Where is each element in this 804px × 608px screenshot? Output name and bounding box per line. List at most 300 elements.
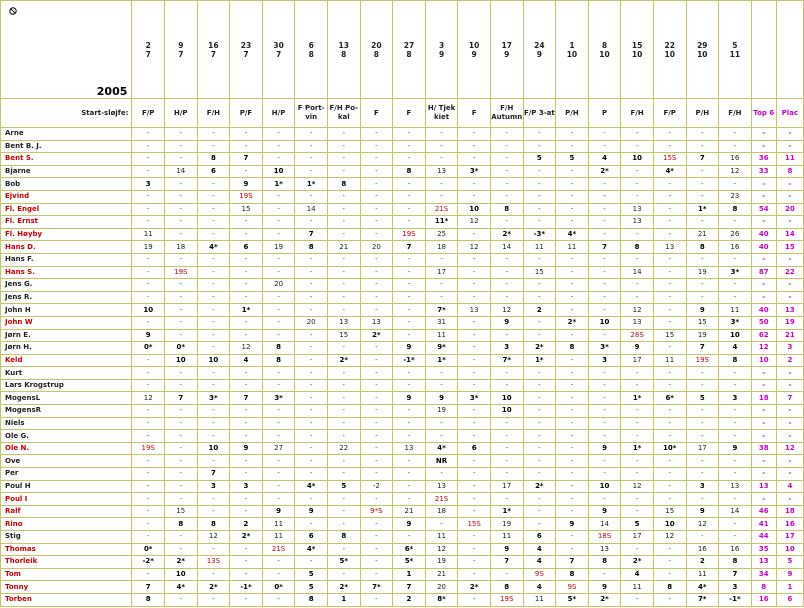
score-cell: - bbox=[327, 430, 360, 443]
score-cell: - bbox=[327, 291, 360, 304]
score-cell: - bbox=[719, 531, 752, 544]
score-cell: 6 bbox=[295, 531, 328, 544]
score-cell: - bbox=[393, 493, 426, 506]
score-cell: - bbox=[523, 442, 556, 455]
score-cell: - bbox=[393, 405, 426, 418]
player-name: Bent B. J. bbox=[1, 140, 132, 153]
score-cell: 11 bbox=[425, 329, 458, 342]
date-month: 10 bbox=[566, 49, 578, 59]
plac-value: 6 bbox=[776, 593, 803, 606]
score-cell: - bbox=[425, 190, 458, 203]
score-cell: 17 bbox=[425, 266, 458, 279]
top6-value: - bbox=[751, 379, 776, 392]
score-cell: 23 bbox=[719, 190, 752, 203]
score-cell: - bbox=[588, 417, 621, 430]
score-cell: - bbox=[523, 417, 556, 430]
player-name: Fl. Høyby bbox=[1, 228, 132, 241]
score-cell: - bbox=[295, 354, 328, 367]
score-cell: - bbox=[653, 279, 686, 292]
score-cell: - bbox=[425, 291, 458, 304]
score-cell: 3 bbox=[719, 581, 752, 594]
table-row bbox=[1, 455, 804, 468]
score-cell: - bbox=[653, 593, 686, 606]
player-name: John H bbox=[1, 304, 132, 317]
score-cell: - bbox=[523, 190, 556, 203]
score-cell: - bbox=[295, 430, 328, 443]
score-cell: - bbox=[197, 367, 230, 380]
score-cell: 4 bbox=[719, 342, 752, 355]
score-cell: - bbox=[588, 291, 621, 304]
score-cell: - bbox=[556, 442, 589, 455]
score-cell: 13 bbox=[621, 316, 654, 329]
date-month: 8 bbox=[406, 49, 412, 59]
score-cell: - bbox=[327, 279, 360, 292]
table-row bbox=[1, 203, 804, 216]
score-cell: - bbox=[588, 455, 621, 468]
score-cell: 14 bbox=[588, 518, 621, 531]
score-cell: - bbox=[490, 568, 523, 581]
score-cell: 10 bbox=[588, 316, 621, 329]
player-name: Hans S. bbox=[1, 266, 132, 279]
plac-value: 9 bbox=[776, 568, 803, 581]
score-cell: - bbox=[360, 392, 393, 405]
player-name: Ole N. bbox=[1, 442, 132, 455]
score-cell: 6 bbox=[458, 442, 491, 455]
score-cell: 19 bbox=[132, 241, 165, 254]
table-row bbox=[1, 228, 804, 241]
score-cell: 13 bbox=[621, 203, 654, 216]
score-cell: 12 bbox=[197, 531, 230, 544]
score-cell: 9 bbox=[393, 392, 426, 405]
score-cell: - bbox=[458, 556, 491, 569]
score-cell: - bbox=[719, 279, 752, 292]
score-cell: - bbox=[197, 228, 230, 241]
score-cell: - bbox=[393, 203, 426, 216]
table-row bbox=[1, 493, 804, 506]
score-cell: - bbox=[327, 216, 360, 229]
plac-value: 22 bbox=[776, 266, 803, 279]
score-cell: - bbox=[327, 379, 360, 392]
score-cell: 1* bbox=[425, 354, 458, 367]
score-cell: 19S bbox=[393, 228, 426, 241]
top6-value: - bbox=[751, 430, 776, 443]
score-cell: - bbox=[653, 228, 686, 241]
score-cell: - bbox=[132, 518, 165, 531]
score-cell: - bbox=[295, 442, 328, 455]
score-cell: - bbox=[262, 405, 295, 418]
score-cell: - bbox=[719, 455, 752, 468]
score-cell: 20 bbox=[295, 316, 328, 329]
race-type-header: F/H Po-kal bbox=[327, 99, 360, 128]
score-cell: - bbox=[360, 165, 393, 178]
score-cell: - bbox=[719, 430, 752, 443]
score-cell: 4* bbox=[165, 581, 198, 594]
date-month: 10 bbox=[664, 49, 675, 59]
score-cell: - bbox=[458, 367, 491, 380]
score-cell: - bbox=[327, 203, 360, 216]
score-cell: - bbox=[458, 531, 491, 544]
score-cell: - bbox=[686, 493, 719, 506]
score-cell: 21 bbox=[686, 228, 719, 241]
score-cell: - bbox=[230, 329, 263, 342]
score-cell: 11* bbox=[425, 216, 458, 229]
score-cell: - bbox=[132, 291, 165, 304]
score-cell: - bbox=[621, 505, 654, 518]
player-name: Hans D. bbox=[1, 241, 132, 254]
score-cell: - bbox=[621, 417, 654, 430]
score-cell: 13 bbox=[458, 304, 491, 317]
top6-value: - bbox=[751, 128, 776, 141]
top6-value: - bbox=[751, 468, 776, 481]
score-cell: 3* bbox=[262, 392, 295, 405]
score-cell: 13S bbox=[197, 556, 230, 569]
score-cell: 8 bbox=[197, 518, 230, 531]
score-cell: 7 bbox=[686, 153, 719, 166]
score-cell: 7 bbox=[490, 556, 523, 569]
score-cell: - bbox=[360, 228, 393, 241]
score-cell: - bbox=[262, 304, 295, 317]
score-cell: - bbox=[262, 593, 295, 606]
date-header bbox=[262, 1, 295, 99]
date-header bbox=[425, 1, 458, 99]
score-cell: 1* bbox=[295, 178, 328, 191]
table-row bbox=[1, 568, 804, 581]
score-cell: 4 bbox=[588, 153, 621, 166]
table-row bbox=[1, 531, 804, 544]
plac-value: 7 bbox=[776, 392, 803, 405]
score-cell: - bbox=[556, 304, 589, 317]
date-month: 8 bbox=[341, 49, 347, 59]
score-cell: 21S bbox=[262, 543, 295, 556]
score-cell: 13 bbox=[327, 316, 360, 329]
race-type-header: F bbox=[360, 99, 393, 128]
score-cell: - bbox=[556, 405, 589, 418]
score-cell: - bbox=[490, 178, 523, 191]
score-cell: 8 bbox=[490, 203, 523, 216]
score-cell: - bbox=[556, 379, 589, 392]
date-month: 10 bbox=[599, 49, 610, 59]
score-cell: - bbox=[165, 291, 198, 304]
score-cell: 10 bbox=[165, 354, 198, 367]
score-cell: 10 bbox=[197, 354, 230, 367]
score-cell: 13 bbox=[393, 442, 426, 455]
score-cell: - bbox=[523, 392, 556, 405]
score-cell: 12 bbox=[686, 518, 719, 531]
score-cell: - bbox=[588, 140, 621, 153]
score-cell: 2* bbox=[327, 354, 360, 367]
date-header bbox=[523, 1, 556, 99]
score-cell: 14 bbox=[621, 266, 654, 279]
table-row bbox=[1, 266, 804, 279]
score-cell: 16 bbox=[719, 543, 752, 556]
score-cell: - bbox=[197, 291, 230, 304]
score-cell: - bbox=[360, 253, 393, 266]
score-cell: - bbox=[588, 253, 621, 266]
race-type-header: F/H bbox=[719, 99, 752, 128]
score-cell: - bbox=[197, 593, 230, 606]
score-cell: - bbox=[360, 216, 393, 229]
score-cell: - bbox=[132, 165, 165, 178]
score-cell: - bbox=[719, 518, 752, 531]
score-cell: - bbox=[165, 153, 198, 166]
score-cell: - bbox=[653, 203, 686, 216]
score-cell: 21 bbox=[393, 505, 426, 518]
date-header bbox=[556, 1, 589, 99]
score-cell: - bbox=[262, 190, 295, 203]
score-cell: - bbox=[197, 178, 230, 191]
score-cell: - bbox=[165, 480, 198, 493]
date-header bbox=[490, 1, 523, 99]
score-cell: 4 bbox=[621, 568, 654, 581]
score-cell: 9 bbox=[490, 316, 523, 329]
plac-value: - bbox=[776, 253, 803, 266]
score-cell: 18S bbox=[588, 531, 621, 544]
score-cell: 1 bbox=[393, 568, 426, 581]
score-cell: 9 bbox=[230, 442, 263, 455]
date-month: 11 bbox=[729, 49, 741, 59]
score-cell: - bbox=[653, 304, 686, 317]
plac-value: - bbox=[776, 216, 803, 229]
date-day: 30 bbox=[273, 40, 284, 50]
score-cell: 4 bbox=[523, 543, 556, 556]
score-cell: - bbox=[230, 430, 263, 443]
plac-value: 19 bbox=[776, 316, 803, 329]
race-type-header: F/P bbox=[653, 99, 686, 128]
player-name: Bjarne bbox=[1, 165, 132, 178]
score-cell: - bbox=[393, 316, 426, 329]
table-row bbox=[1, 216, 804, 229]
score-cell: - bbox=[556, 505, 589, 518]
score-cell: 8 bbox=[165, 518, 198, 531]
table-row bbox=[1, 367, 804, 380]
score-cell: - bbox=[556, 165, 589, 178]
table-row bbox=[1, 417, 804, 430]
score-cell: 19 bbox=[686, 266, 719, 279]
score-cell: 2* bbox=[165, 556, 198, 569]
score-cell: 3* bbox=[719, 266, 752, 279]
score-cell: - bbox=[132, 128, 165, 141]
score-cell: - bbox=[165, 430, 198, 443]
score-cell: - bbox=[458, 493, 491, 506]
score-cell: - bbox=[165, 128, 198, 141]
score-cell: - bbox=[165, 543, 198, 556]
top6-value: 13 bbox=[751, 480, 776, 493]
score-cell: - bbox=[393, 379, 426, 392]
score-cell: 2 bbox=[686, 556, 719, 569]
score-cell: - bbox=[425, 178, 458, 191]
score-cell: - bbox=[653, 253, 686, 266]
score-cell: - bbox=[360, 455, 393, 468]
date-month: 9 bbox=[471, 49, 477, 59]
score-cell: - bbox=[327, 190, 360, 203]
score-cell: - bbox=[197, 379, 230, 392]
score-cell: - bbox=[686, 417, 719, 430]
date-day: 5 bbox=[732, 40, 738, 50]
score-cell: - bbox=[523, 455, 556, 468]
score-cell: - bbox=[653, 430, 686, 443]
score-cell: - bbox=[523, 316, 556, 329]
score-cell: 9S bbox=[523, 568, 556, 581]
score-cell: 1 bbox=[327, 593, 360, 606]
score-cell: 8 bbox=[295, 241, 328, 254]
table-row bbox=[1, 128, 804, 141]
score-cell: - bbox=[653, 455, 686, 468]
score-cell: 18 bbox=[425, 505, 458, 518]
score-cell: 3 bbox=[132, 178, 165, 191]
date-day: 16 bbox=[208, 40, 219, 50]
score-cell: - bbox=[197, 342, 230, 355]
score-cell: - bbox=[262, 379, 295, 392]
score-cell: - bbox=[686, 216, 719, 229]
score-cell: - bbox=[360, 405, 393, 418]
score-cell: - bbox=[719, 291, 752, 304]
score-cell: 3* bbox=[458, 165, 491, 178]
score-cell: - bbox=[458, 455, 491, 468]
score-cell: - bbox=[327, 543, 360, 556]
score-cell: 3* bbox=[197, 392, 230, 405]
score-cell: - bbox=[653, 140, 686, 153]
player-name: Hans F. bbox=[1, 253, 132, 266]
score-cell: - bbox=[621, 128, 654, 141]
table-row bbox=[1, 140, 804, 153]
score-cell: - bbox=[621, 178, 654, 191]
score-cell: - bbox=[719, 405, 752, 418]
score-cell: 9 bbox=[686, 304, 719, 317]
score-cell: - bbox=[588, 568, 621, 581]
score-cell: - bbox=[295, 556, 328, 569]
score-cell: 6 bbox=[523, 531, 556, 544]
score-cell: - bbox=[588, 468, 621, 481]
top6-value: - bbox=[751, 216, 776, 229]
score-cell: - bbox=[230, 253, 263, 266]
score-cell: - bbox=[230, 505, 263, 518]
plac-value: - bbox=[776, 291, 803, 304]
score-cell: - bbox=[197, 405, 230, 418]
date-header bbox=[360, 1, 393, 99]
score-cell: 7 bbox=[295, 228, 328, 241]
score-cell: - bbox=[523, 140, 556, 153]
score-cell: - bbox=[653, 128, 686, 141]
score-cell: 7 bbox=[230, 392, 263, 405]
player-name: Thomas bbox=[1, 543, 132, 556]
table-row bbox=[1, 178, 804, 191]
score-cell: - bbox=[393, 468, 426, 481]
score-cell: - bbox=[490, 430, 523, 443]
date-header bbox=[588, 1, 621, 99]
date-day: 8 bbox=[601, 40, 608, 50]
date-day: 2 bbox=[145, 40, 151, 50]
plac-value: - bbox=[776, 140, 803, 153]
date-header bbox=[327, 1, 360, 99]
top6-value: 13 bbox=[751, 556, 776, 569]
score-cell: - bbox=[360, 417, 393, 430]
score-cell: - bbox=[425, 279, 458, 292]
score-cell: 1* bbox=[686, 203, 719, 216]
score-cell: - bbox=[393, 430, 426, 443]
top6-value: 35 bbox=[751, 543, 776, 556]
score-cell: - bbox=[295, 342, 328, 355]
date-month: 10 bbox=[631, 49, 643, 59]
score-cell: 10 bbox=[719, 329, 752, 342]
score-cell: 10 bbox=[262, 165, 295, 178]
score-cell: 2* bbox=[523, 480, 556, 493]
no-entry-icon bbox=[9, 7, 17, 15]
score-cell: 8 bbox=[556, 342, 589, 355]
score-cell: 0* bbox=[132, 342, 165, 355]
player-name: Bent S. bbox=[1, 153, 132, 166]
score-cell: - bbox=[621, 543, 654, 556]
score-cell: 2 bbox=[393, 593, 426, 606]
score-cell: - bbox=[393, 480, 426, 493]
plac-value: 4 bbox=[776, 480, 803, 493]
score-cell: 9 bbox=[686, 505, 719, 518]
plac-value: 16 bbox=[776, 518, 803, 531]
score-cell: - bbox=[327, 505, 360, 518]
score-cell: 9 bbox=[425, 392, 458, 405]
score-cell: - bbox=[556, 367, 589, 380]
score-cell: - bbox=[197, 216, 230, 229]
top6-value: 62 bbox=[751, 329, 776, 342]
score-cell: 2 bbox=[230, 518, 263, 531]
score-cell: - bbox=[393, 190, 426, 203]
score-cell: - bbox=[458, 505, 491, 518]
table-row bbox=[1, 430, 804, 443]
score-cell: - bbox=[490, 216, 523, 229]
score-cell: 7 bbox=[588, 241, 621, 254]
score-cell: - bbox=[393, 291, 426, 304]
score-cell: - bbox=[588, 266, 621, 279]
score-cell: - bbox=[360, 190, 393, 203]
score-cell: - bbox=[197, 417, 230, 430]
score-cell: 8* bbox=[425, 593, 458, 606]
score-cell: - bbox=[360, 556, 393, 569]
score-cell: - bbox=[588, 178, 621, 191]
plac-value: - bbox=[776, 430, 803, 443]
score-cell: - bbox=[197, 329, 230, 342]
score-cell: 4 bbox=[230, 354, 263, 367]
score-cell: - bbox=[588, 228, 621, 241]
score-cell: - bbox=[230, 405, 263, 418]
score-cell: - bbox=[327, 405, 360, 418]
score-cell: - bbox=[686, 455, 719, 468]
score-cell: 8 bbox=[588, 556, 621, 569]
score-cell: 25 bbox=[425, 228, 458, 241]
score-cell: - bbox=[621, 593, 654, 606]
score-cell: - bbox=[490, 266, 523, 279]
score-cell: - bbox=[165, 304, 198, 317]
score-cell: - bbox=[425, 379, 458, 392]
plac-value: 14 bbox=[776, 228, 803, 241]
score-cell: - bbox=[132, 279, 165, 292]
score-cell: 11 bbox=[686, 568, 719, 581]
score-cell: - bbox=[621, 468, 654, 481]
score-cell: - bbox=[165, 178, 198, 191]
table-row bbox=[1, 480, 804, 493]
score-cell: - bbox=[327, 568, 360, 581]
score-cell: - bbox=[132, 568, 165, 581]
score-cell: - bbox=[132, 455, 165, 468]
score-cell: 21 bbox=[327, 241, 360, 254]
player-name: Poul I bbox=[1, 493, 132, 506]
score-cell: - bbox=[458, 543, 491, 556]
score-cell: 28S bbox=[621, 329, 654, 342]
score-cell: 20 bbox=[360, 241, 393, 254]
score-cell: - bbox=[165, 455, 198, 468]
score-cell: - bbox=[327, 468, 360, 481]
top6-value: - bbox=[751, 253, 776, 266]
score-cell: - bbox=[719, 178, 752, 191]
score-cell: 15 bbox=[653, 505, 686, 518]
